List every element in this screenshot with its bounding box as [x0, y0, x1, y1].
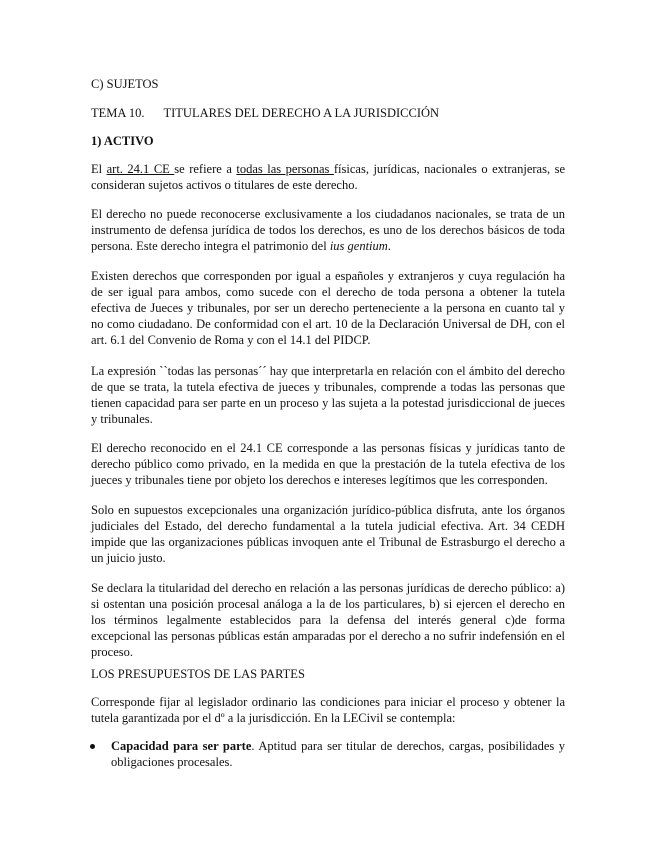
bullet-definition: . Aptitud para ser titular de derechos, cargas, posibilidades y obligaciones procesales. [111, 739, 565, 769]
paragraph-8: Corresponde fijar al legislador ordinario las condiciones para iniciar el proceso y obtener la tutela garantizada por el dº a la jurisdicción. En la LECivil se contempla: [91, 695, 565, 725]
paragraph-1 [91, 161, 565, 193]
paragraph-3: Existen derechos que corresponden por igual a españoles y extranjeros y cuya regulación ha de ser igual para ambos, como sucede con el derecho de toda persona a obtener la tutela efectiva de Jueces y tribunales, por ser un derecho perteneciente a la persona en cuanto tal y no como ciudadano. De conformidad con el art. 10 de la Declaración Universal de DH, con el art. 6.1 del Convenio de Roma y con el 14.1 del PIDCP. [91, 269, 565, 347]
paragraph-7: Se declara la titularidad del derecho en relación a las personas jurídicas de derecho público: a) si ostentan una posición procesal análoga a la de los particulares, b) si ejercen el derecho en los términos legalmente establecidos para la defensa del interés general c)de forma excepcional las personas públicas están amparadas por el derecho a no sufrir indefensión en el proceso. [91, 581, 565, 659]
p1-underlined-persons: todas las personas [236, 162, 334, 176]
p1-text-3: físicas, jurídicas, nacionales o extranjeras, se consideran sujetos activos o titulares de este derecho. [91, 162, 565, 192]
p2-italic: ius gentium [329, 239, 388, 253]
tema-title: TITULARES DEL DERECHO A LA JURISDICCIÓN [163, 106, 440, 120]
bullet-term: Capacidad para ser parte [111, 739, 252, 753]
paragraph-4: La expresión ``todas las personas´´ hay que interpretarla en relación con el ámbito del derecho de que se trata, la tutela efectiva de jueces y tribunales, comprende a todas las personas que tienen capacidad para ser parte en un proceso y las sujeta a la potestad jurisdiccional de jueces y tribunales. [91, 364, 565, 426]
section-heading: C) SUJETOS [91, 77, 159, 91]
tema-number: TEMA 10. [91, 106, 145, 120]
p1-text-1: El [91, 162, 107, 176]
paragraph-2 [91, 206, 565, 254]
activo-heading: 1) ACTIVO [91, 134, 154, 148]
tema-heading [91, 105, 565, 121]
presupuestos-heading: LOS PRESUPUESTOS DE LAS PARTES [91, 667, 305, 681]
paragraph-5: El derecho reconocido en el 24.1 CE corresponde a las personas físicas y jurídicas tanto de derecho público como privado, en la medida en que la prestación de la tutela efectiva de los jueces y tribunales tiene por objeto los derechos e intereses legítimos que les corresponden. [91, 441, 565, 487]
p2-text-2: . [387, 239, 391, 253]
bullet-icon [90, 744, 95, 749]
p2-text-1: El derecho no puede reconocerse exclusivamente a los ciudadanos nacionales, se trata de un instrumento de defensa jurídica de todos los derechos, es uno de los derechos básicos de toda persona. Este derecho integra el patrimonio del [91, 207, 565, 253]
paragraph-6: Solo en supuestos excepcionales una organización jurídico-pública disfruta, ante los órganos judiciales del Estado, del derecho fundamental a la tutela judicial efectiva. Art. 34 CEDH impide que las organizaciones públicas invoquen ante el Tribunal de Estrasburgo el derecho a un juicio justo. [91, 503, 565, 565]
p1-text-2: se refiere a [174, 162, 237, 176]
bullet-item [111, 738, 565, 770]
p1-underlined-article: art. 24.1 CE [106, 162, 175, 176]
